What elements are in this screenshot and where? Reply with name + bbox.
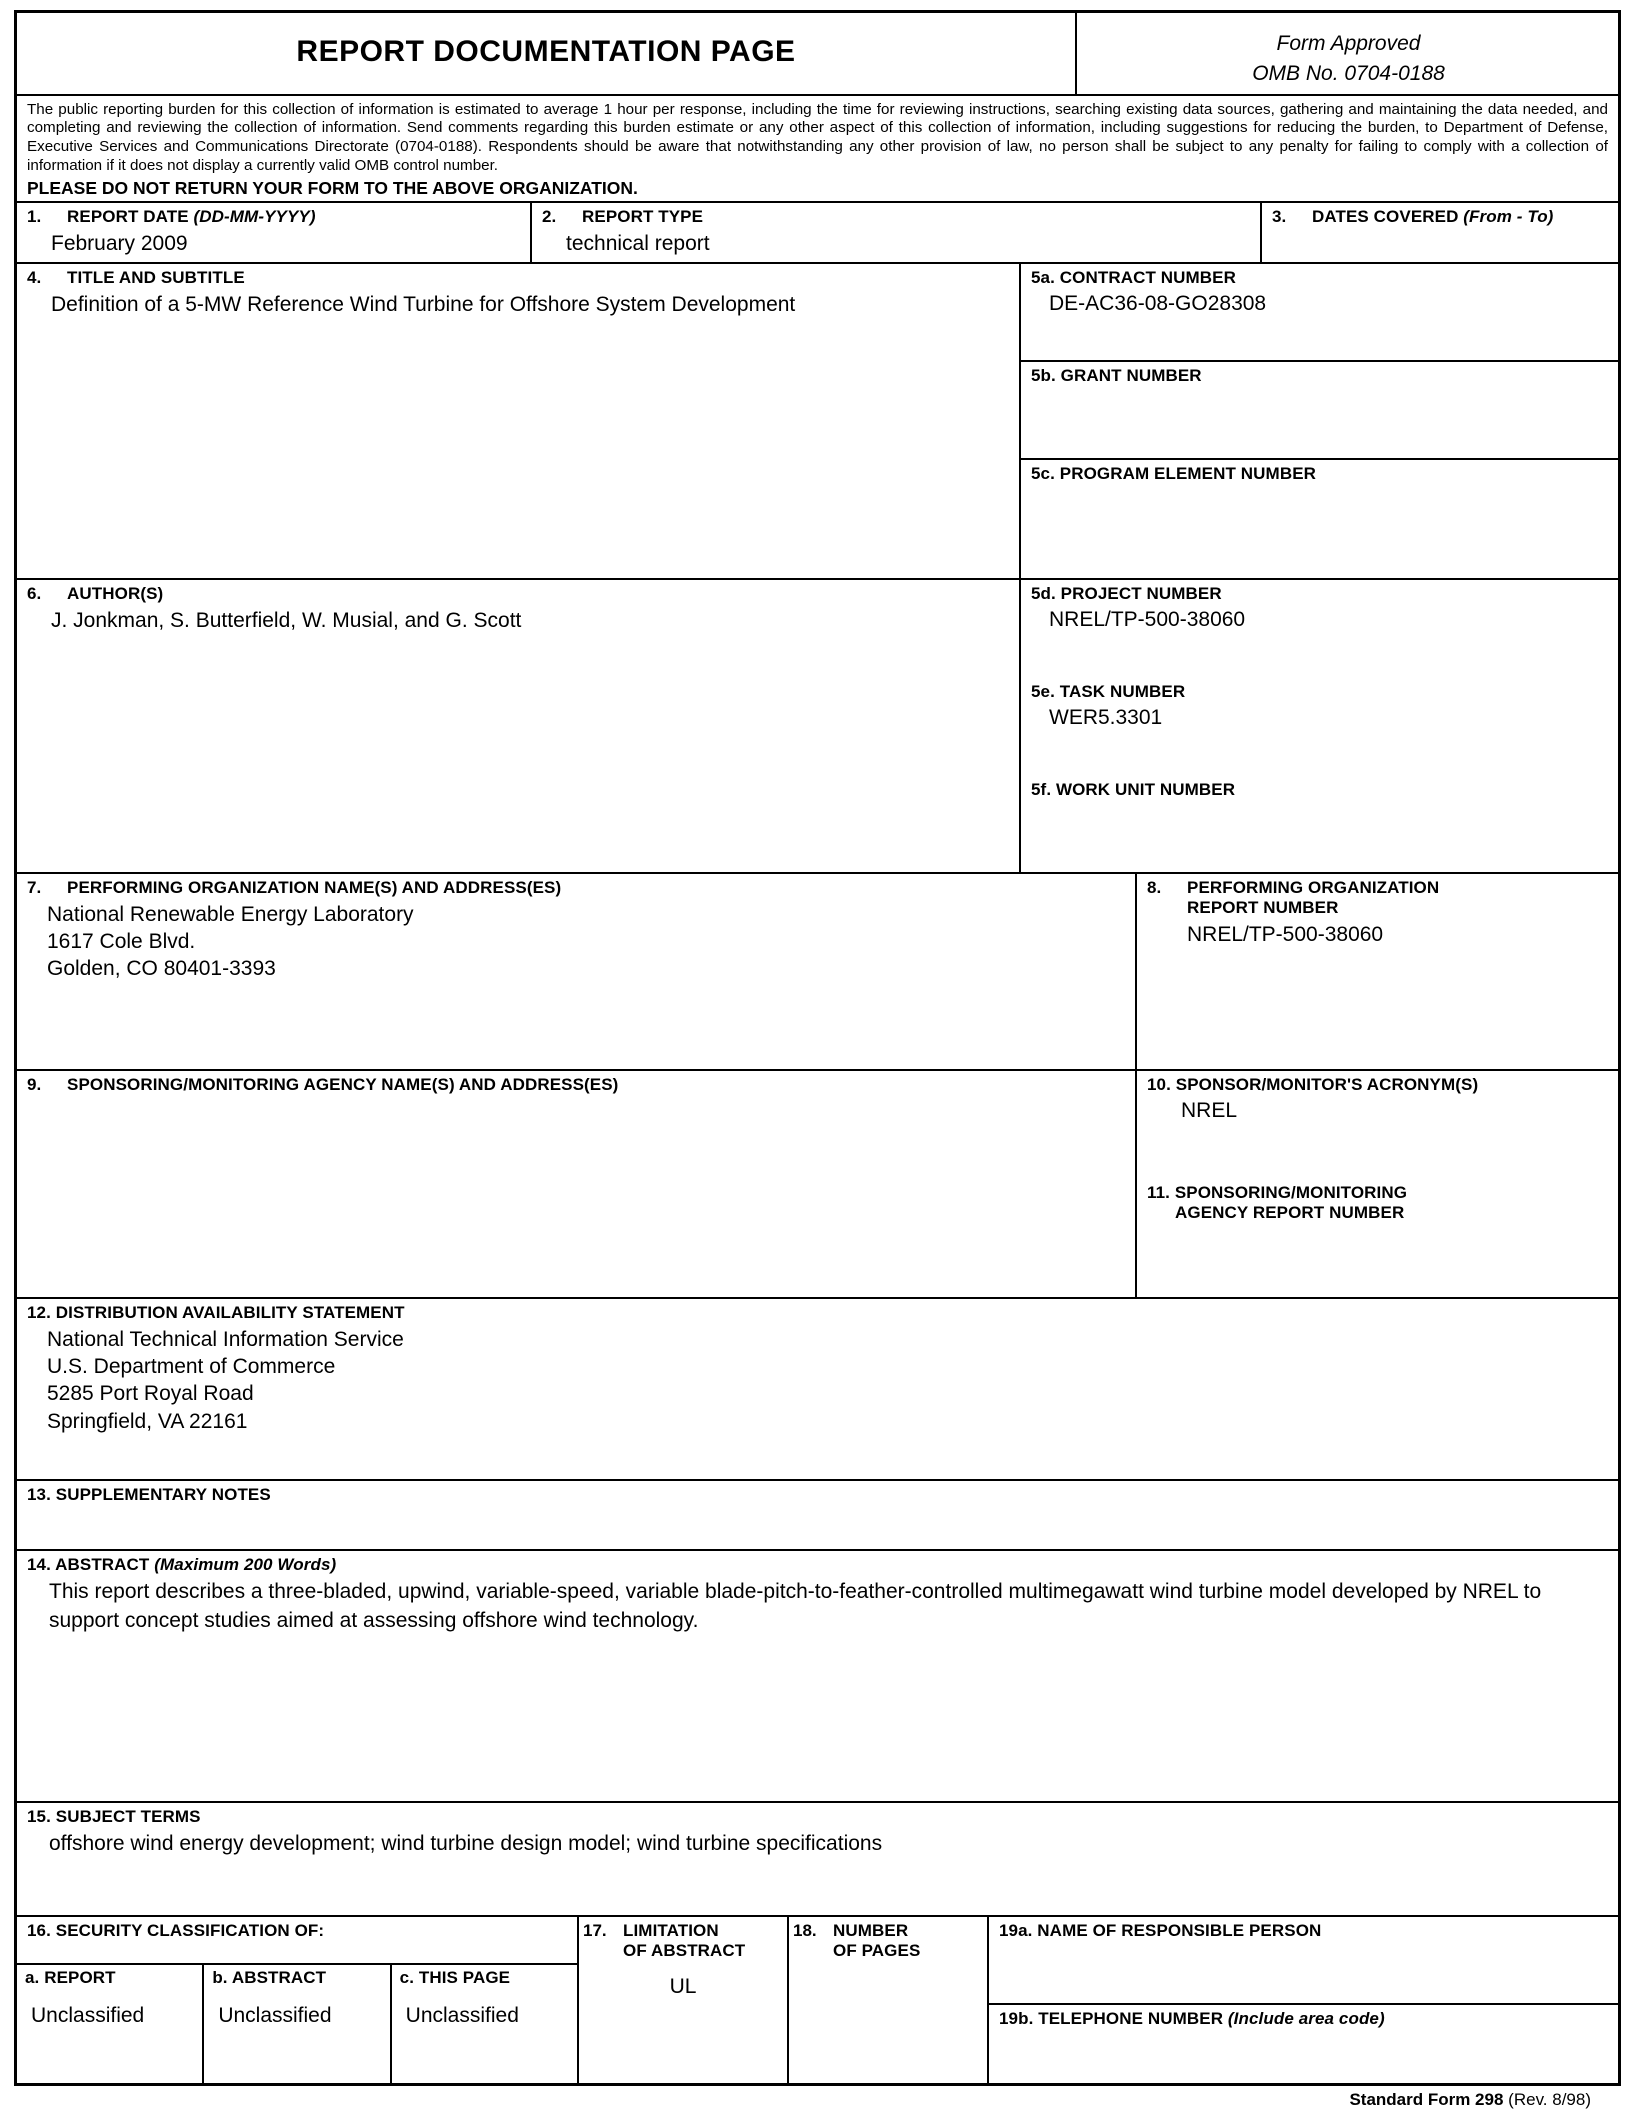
field-task-number (1021, 678, 1618, 776)
field-performing-org-address (17, 874, 1137, 1069)
field-report-date (17, 203, 532, 261)
field-18-number: 18. (793, 1920, 817, 1940)
field-contract-number (1021, 264, 1618, 362)
field-5b-label: 5b. GRANT NUMBER (1031, 365, 1202, 385)
distribution-line1: National Technical Information Service (47, 1327, 404, 1351)
field-program-element-number (1021, 460, 1618, 578)
report-type-value: technical report (566, 232, 710, 256)
responsible-person-value (999, 1941, 1610, 1943)
distribution-line2: U.S. Department of Commerce (47, 1355, 336, 1378)
field-12-label: 12. DISTRIBUTION AVAILABILITY STATEMENT (27, 1302, 405, 1322)
field-5d-label: 5d. PROJECT NUMBER (1031, 583, 1222, 603)
field-sponsor-report-number (1137, 1179, 1618, 1297)
sponsor-acronym-value: NREL (1181, 1098, 1238, 1122)
sponsor-report-number-value (1147, 1223, 1610, 1225)
field-3-label-italic: (From - To) (1463, 207, 1554, 227)
field-authors (17, 580, 1021, 872)
field-5f-label: 5f. WORK UNIT NUMBER (1031, 779, 1236, 799)
form-footer (14, 2086, 1621, 2110)
field-8-label-line2: REPORT NUMBER (1187, 897, 1339, 917)
field-sponsor-acronym (1137, 1071, 1618, 1179)
security-limitation-row (17, 1917, 1618, 2083)
field-responsible-person (989, 1917, 1618, 2005)
field-17-label-line1: LIMITATION (623, 1920, 719, 1940)
performing-org-line2: 1617 Cole Blvd. (47, 930, 196, 953)
field-10-label: 10. SPONSOR/MONITOR'S ACRONYM(S) (1147, 1074, 1479, 1094)
field-19b-label-italic: (Include area code) (1227, 2008, 1385, 2028)
form-header-row (17, 13, 1618, 96)
field-telephone-number (989, 2005, 1618, 2083)
field-16c-label: c. THIS PAGE (399, 1967, 511, 1987)
authors-and-project-row (17, 580, 1618, 874)
number-of-pages-value (793, 1961, 983, 1975)
field-17-label-line2: OF ABSTRACT (623, 1940, 746, 1960)
field-16c-value: Unclassified (405, 2003, 519, 2027)
field-security-classification (17, 1917, 579, 2083)
sponsoring-agency-value (27, 1095, 1127, 1098)
supplementary-notes-row (17, 1481, 1618, 1551)
do-not-return-notice: PLEASE DO NOT RETURN YOUR FORM TO THE ABOVE ORGANIZATION. (27, 178, 638, 199)
field-14-label-italic: (Maximum 200 Words) (154, 1554, 337, 1574)
field-7-number: 7. (27, 877, 42, 897)
report-date-type-dates-row (17, 203, 1618, 263)
field-15-label: 15. SUBJECT TERMS (27, 1806, 201, 1826)
field-abstract (17, 1551, 1618, 1801)
field-16b-value: Unclassified (218, 2003, 332, 2027)
field-number-of-pages (789, 1917, 989, 2083)
field-project-number (1021, 580, 1618, 678)
telephone-number-value (999, 2029, 1610, 2031)
form-approved-label: Form Approved (1276, 32, 1421, 55)
standard-form-rev: (Rev. 8/98) (1508, 2089, 1591, 2109)
project-task-workunit-group (1021, 580, 1618, 872)
sponsor-acronym-report-group (1137, 1071, 1618, 1297)
field-16b-label: b. ABSTRACT (212, 1967, 327, 1987)
field-performing-org-report-number (1137, 874, 1618, 1069)
dates-covered-value (1272, 227, 1610, 230)
field-16a-report (17, 1965, 204, 2083)
field-18-label-line1: NUMBER (833, 1920, 909, 1940)
field-16-label: 16. SECURITY CLASSIFICATION OF: (17, 1917, 577, 1965)
page-title: REPORT DOCUMENTATION PAGE (17, 13, 1077, 94)
standard-form-label: Standard Form 298 (1349, 2089, 1504, 2109)
field-4-number: 4. (27, 267, 42, 287)
field-supplementary-notes (17, 1481, 1618, 1549)
field-title-subtitle (17, 264, 1021, 578)
subject-terms-value: offshore wind energy development; wind turbine design model; wind turbine specifications (49, 1831, 883, 1855)
title-and-contract-row (17, 264, 1618, 580)
field-6-number: 6. (27, 583, 42, 603)
field-1-label-italic: (DD-MM-YYYY) (193, 207, 316, 227)
field-11-label-line1: 11. SPONSORING/MONITORING (1147, 1182, 1408, 1202)
field-grant-number (1021, 362, 1618, 460)
field-4-label: TITLE AND SUBTITLE (67, 267, 245, 287)
field-16b-abstract (204, 1965, 391, 2083)
performing-organization-row (17, 874, 1618, 1071)
field-16a-value: Unclassified (31, 2003, 145, 2027)
abstract-value: This report describes a three-bladed, upwind, variable-speed, variable blade-pitch-to-feather-controlled multimegawatt wind turbine model developed by NREL to support concept studies aimed at assessing offshore wind technology. (49, 1579, 1542, 1632)
performing-org-line1: National Renewable Energy Laboratory (47, 902, 414, 926)
field-18-label (833, 1921, 983, 1961)
program-element-number-value (1031, 484, 1610, 486)
report-date-value: February 2009 (51, 232, 188, 256)
field-report-type (532, 203, 1262, 261)
project-number-value: NREL/TP-500-38060 (1049, 607, 1246, 631)
field-5c-label: 5c. PROGRAM ELEMENT NUMBER (1031, 463, 1317, 483)
field-sponsoring-agency (17, 1071, 1137, 1297)
field-7-label: PERFORMING ORGANIZATION NAME(S) AND ADDRESS(ES) (67, 877, 562, 897)
burden-statement-row (17, 96, 1618, 204)
distribution-line3: 5285 Port Royal Road (47, 1382, 254, 1406)
field-2-label: REPORT TYPE (582, 207, 704, 227)
field-1-label: REPORT DATE (DD-MM-YYYY) (67, 207, 316, 227)
field-9-label: SPONSORING/MONITORING AGENCY NAME(S) AND ADDRESS(ES) (67, 1074, 619, 1094)
title-subtitle-value: Definition of a 5-MW Reference Wind Turbine for Offshore System Development (51, 292, 796, 316)
field-16c-this-page (392, 1965, 577, 2083)
performing-org-report-number-value: NREL/TP-500-38060 (1187, 922, 1384, 946)
field-8-label (1187, 878, 1610, 918)
distribution-line4: Springfield, VA 22161 (47, 1409, 248, 1433)
field-5a-label: 5a. CONTRACT NUMBER (1031, 267, 1236, 287)
field-limitation-of-abstract (579, 1917, 789, 2083)
abstract-row (17, 1551, 1618, 1803)
limitation-of-abstract-value: UL (669, 1974, 697, 1998)
burden-paragraph: The public reporting burden for this collection of information is estimated to average 1 hour per response, including the time for reviewing instructions, searching existing data sources, gathering and maintaining the data needed, and completing and reviewing the collection of information. Send comments regarding this burden estimate or any other aspect of this collection of information, including suggestions for reducing the burden, to Department of Defense, Executive Services and Communications Directorate (0704-0188). Respondents should be aware that notwithstanding any other provision of law, no person shall be subject to any penalty for failing to comply with a collection of information if it does not display a currently valid OMB control number. (27, 100, 1608, 174)
field-8-label-line1: PERFORMING ORGANIZATION (1187, 877, 1440, 897)
field-subject-terms (17, 1803, 1618, 1915)
field-8-number: 8. (1147, 877, 1162, 897)
field-3-label: DATES COVERED (From - To) (1312, 207, 1554, 227)
field-5e-label: 5e. TASK NUMBER (1031, 681, 1186, 701)
omb-number: OMB No. 0704-0188 (1252, 62, 1445, 86)
field-14-label: 14. ABSTRACT (Maximum 200 Words) (27, 1554, 337, 1574)
supplementary-notes-value (27, 1505, 1610, 1508)
omb-approval-block (1077, 13, 1618, 94)
sponsoring-agency-row (17, 1071, 1618, 1299)
subject-terms-row (17, 1803, 1618, 1917)
task-number-value: WER5.3301 (1049, 705, 1163, 729)
field-18-label-line2: OF PAGES (833, 1940, 921, 1960)
contract-grant-program-group (1021, 264, 1618, 578)
field-16a-label: a. REPORT (25, 1967, 116, 1987)
field-13-label: 13. SUPPLEMENTARY NOTES (27, 1484, 271, 1504)
field-3-number: 3. (1272, 207, 1287, 227)
field-11-label-line2: AGENCY REPORT NUMBER (1175, 1202, 1405, 1222)
grant-number-value (1031, 386, 1610, 388)
sf298-form (14, 10, 1621, 2086)
field-9-number: 9. (27, 1074, 42, 1094)
field-17-label (623, 1921, 783, 1961)
field-6-label: AUTHOR(S) (67, 583, 164, 603)
authors-value: J. Jonkman, S. Butterfield, W. Musial, and G. Scott (51, 608, 522, 632)
responsible-person-group (989, 1917, 1618, 2083)
field-distribution-availability (17, 1299, 1618, 1479)
field-work-unit-number (1021, 776, 1618, 872)
field-17-number: 17. (583, 1920, 607, 1940)
field-2-number: 2. (542, 207, 557, 227)
work-unit-number-value (1031, 800, 1610, 802)
distribution-statement-row (17, 1299, 1618, 1481)
field-19a-label: 19a. NAME OF RESPONSIBLE PERSON (999, 1920, 1322, 1940)
burden-statement (17, 96, 1618, 202)
contract-number-value: DE-AC36-08-GO28308 (1049, 291, 1267, 315)
field-1-number: 1. (27, 207, 42, 227)
field-dates-covered (1262, 203, 1618, 261)
performing-org-line3: Golden, CO 80401-3393 (47, 957, 276, 981)
field-19b-label: 19b. TELEPHONE NUMBER (Include area code) (999, 2008, 1385, 2028)
